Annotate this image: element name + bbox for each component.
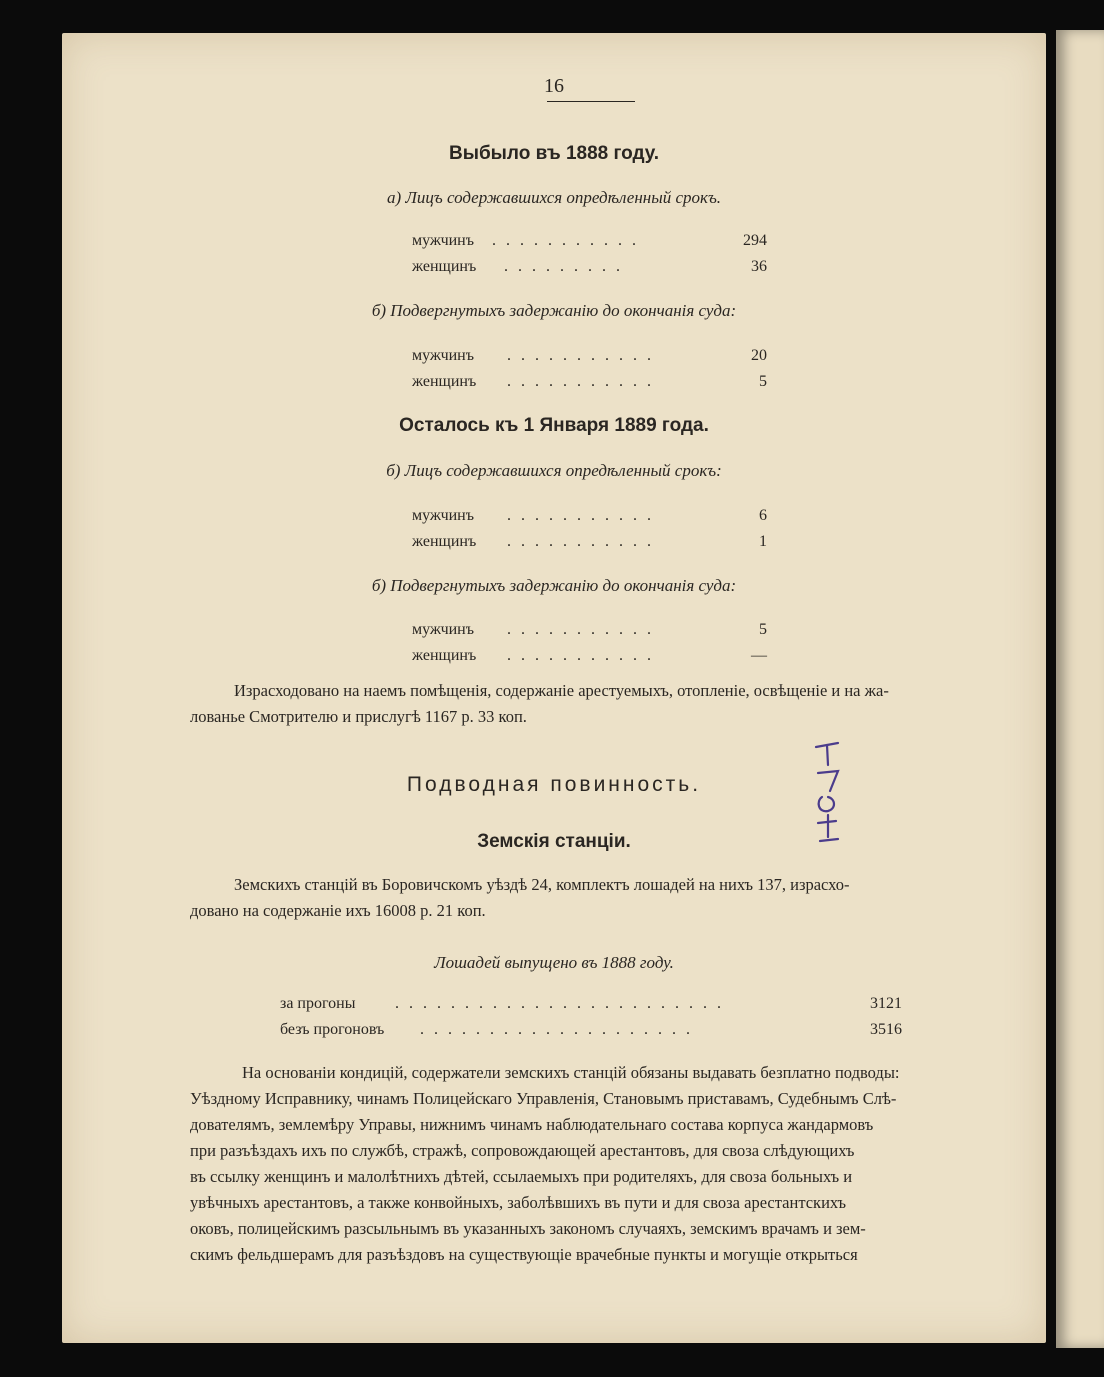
- section-title-cartage-duty: Подводная повинность.: [406, 773, 702, 796]
- paragraph-line: оковъ, полицейскимъ разсыльнымъ въ указанныхъ закономъ случаяхъ, земскимъ врачамъ и зем-: [190, 1219, 866, 1238]
- table-row: [412, 621, 772, 645]
- section-title-departed: Выбыло въ 1888 году.: [449, 143, 659, 164]
- subsection-title-stations: Земскія станціи.: [477, 831, 631, 852]
- paragraph-line: при разъѣздахъ ихъ по службѣ, стражѣ, сопровождающей арестантовъ, для своза слѣдующихъ: [190, 1141, 855, 1160]
- leader-dots: . . . . . . . . . . .: [507, 533, 654, 550]
- row-label: мужчинъ: [412, 347, 475, 364]
- paragraph-line: дователямъ, землемѣру Управы, нижнимъ чинамъ наблюдательнаго состава корпуса жандармовъ: [190, 1115, 874, 1134]
- stations-text: Земскихъ станцій въ Боровичскомъ уѣздѣ 24, комплектъ лошадей на нихъ 137, израсхо-: [234, 875, 850, 894]
- expense-text: Израсходовано на наемъ помѣщенія, содержаніе арестуемыхъ, отопленіе, освѣщеніе и на жа-: [234, 681, 889, 700]
- row-value: 3516: [870, 1021, 902, 1038]
- table-row: [412, 507, 772, 531]
- leader-dots: . . . . . . . . .: [504, 258, 623, 275]
- document-page: [62, 33, 1046, 1343]
- handwritten-stamp-number: [808, 741, 848, 851]
- paragraph-line: Уѣздному Исправнику, чинамъ Полицейскаго Управленія, Становымъ приставамъ, Судебнымъ Слѣ-: [190, 1089, 897, 1108]
- expense-text: лованье Смотрителю и прислугѣ 1167 р. 33 коп.: [190, 707, 527, 726]
- row-value: 36: [751, 258, 767, 275]
- subheading-awaiting-trial: б) Подвергнутыхъ задержанію до окончанія суда:: [371, 301, 737, 320]
- row-label: мужчинъ: [412, 507, 475, 524]
- row-value: 294: [743, 232, 767, 249]
- row-label: женщинъ: [412, 258, 477, 275]
- page-number-rule: [547, 101, 635, 102]
- row-label: женщинъ: [412, 647, 477, 664]
- subheading-horses: Лошадей выпущено въ 1888 году.: [434, 953, 674, 972]
- row-label: мужчинъ: [412, 232, 475, 249]
- subheading-awaiting-trial: б) Подвергнутыхъ задержанію до окончанія суда:: [371, 576, 737, 595]
- leader-dots: . . . . . . . . . . .: [492, 232, 639, 249]
- row-value: 3121: [870, 995, 902, 1012]
- section-title-remaining: Осталось къ 1 Января 1889 года.: [399, 415, 709, 436]
- paragraph-line: въ ссылку женщинъ и малолѣтнихъ дѣтей, ссылаемыхъ при родителяхъ, для своза больныхъ и: [190, 1167, 853, 1186]
- row-label: мужчинъ: [412, 621, 475, 638]
- row-label: за прогоны: [280, 995, 356, 1012]
- paragraph-line: скимъ фельдшерамъ для разъѣздовъ на существующіе врачебные пункты и могущіе открыться: [190, 1245, 858, 1264]
- row-value: 5: [759, 373, 767, 390]
- row-value: —: [751, 647, 767, 664]
- page-number: 16: [544, 75, 564, 97]
- leader-dots: . . . . . . . . . . .: [507, 373, 654, 390]
- leader-dots: . . . . . . . . . . . . . . . . . . . .: [420, 1021, 693, 1038]
- row-label: безъ прогоновъ: [280, 1021, 385, 1038]
- table-row: [412, 258, 772, 282]
- table-row: [412, 232, 772, 256]
- leader-dots: . . . . . . . . . . .: [507, 647, 654, 664]
- leader-dots: . . . . . . . . . . .: [507, 507, 654, 524]
- row-label: женщинъ: [412, 373, 477, 390]
- leader-dots: . . . . . . . . . . .: [507, 347, 654, 364]
- row-value: 6: [759, 507, 767, 524]
- table-row: [280, 1021, 905, 1045]
- row-label: женщинъ: [412, 533, 477, 550]
- table-row: [412, 647, 772, 671]
- table-row: [412, 347, 772, 371]
- leader-dots: . . . . . . . . . . .: [507, 621, 654, 638]
- row-value: 20: [751, 347, 767, 364]
- leader-dots: . . . . . . . . . . . . . . . . . . . . . . . .: [395, 995, 724, 1012]
- table-row: [412, 533, 772, 557]
- subheading-fixed-term: б) Лицъ содержавшихся опредѣленный срокъ:: [386, 461, 722, 480]
- subheading-fixed-term: а) Лицъ содержавшихся опредѣленный срокъ.: [386, 188, 722, 207]
- row-value: 5: [759, 621, 767, 638]
- adjacent-page-edge: [1056, 30, 1104, 1348]
- table-row: [412, 373, 772, 397]
- row-value: 1: [759, 533, 767, 550]
- stations-text: довано на содержаніе ихъ 16008 р. 21 коп.: [190, 901, 486, 920]
- table-row: [280, 995, 905, 1019]
- paragraph-line: увѣчныхъ арестантовъ, а также конвойныхъ, заболѣвшихъ въ пути и для своза арестантскихъ: [190, 1193, 847, 1212]
- paragraph-line: На основаніи кондицій, содержатели земскихъ станцій обязаны выдавать безплатно подводы:: [242, 1063, 900, 1082]
